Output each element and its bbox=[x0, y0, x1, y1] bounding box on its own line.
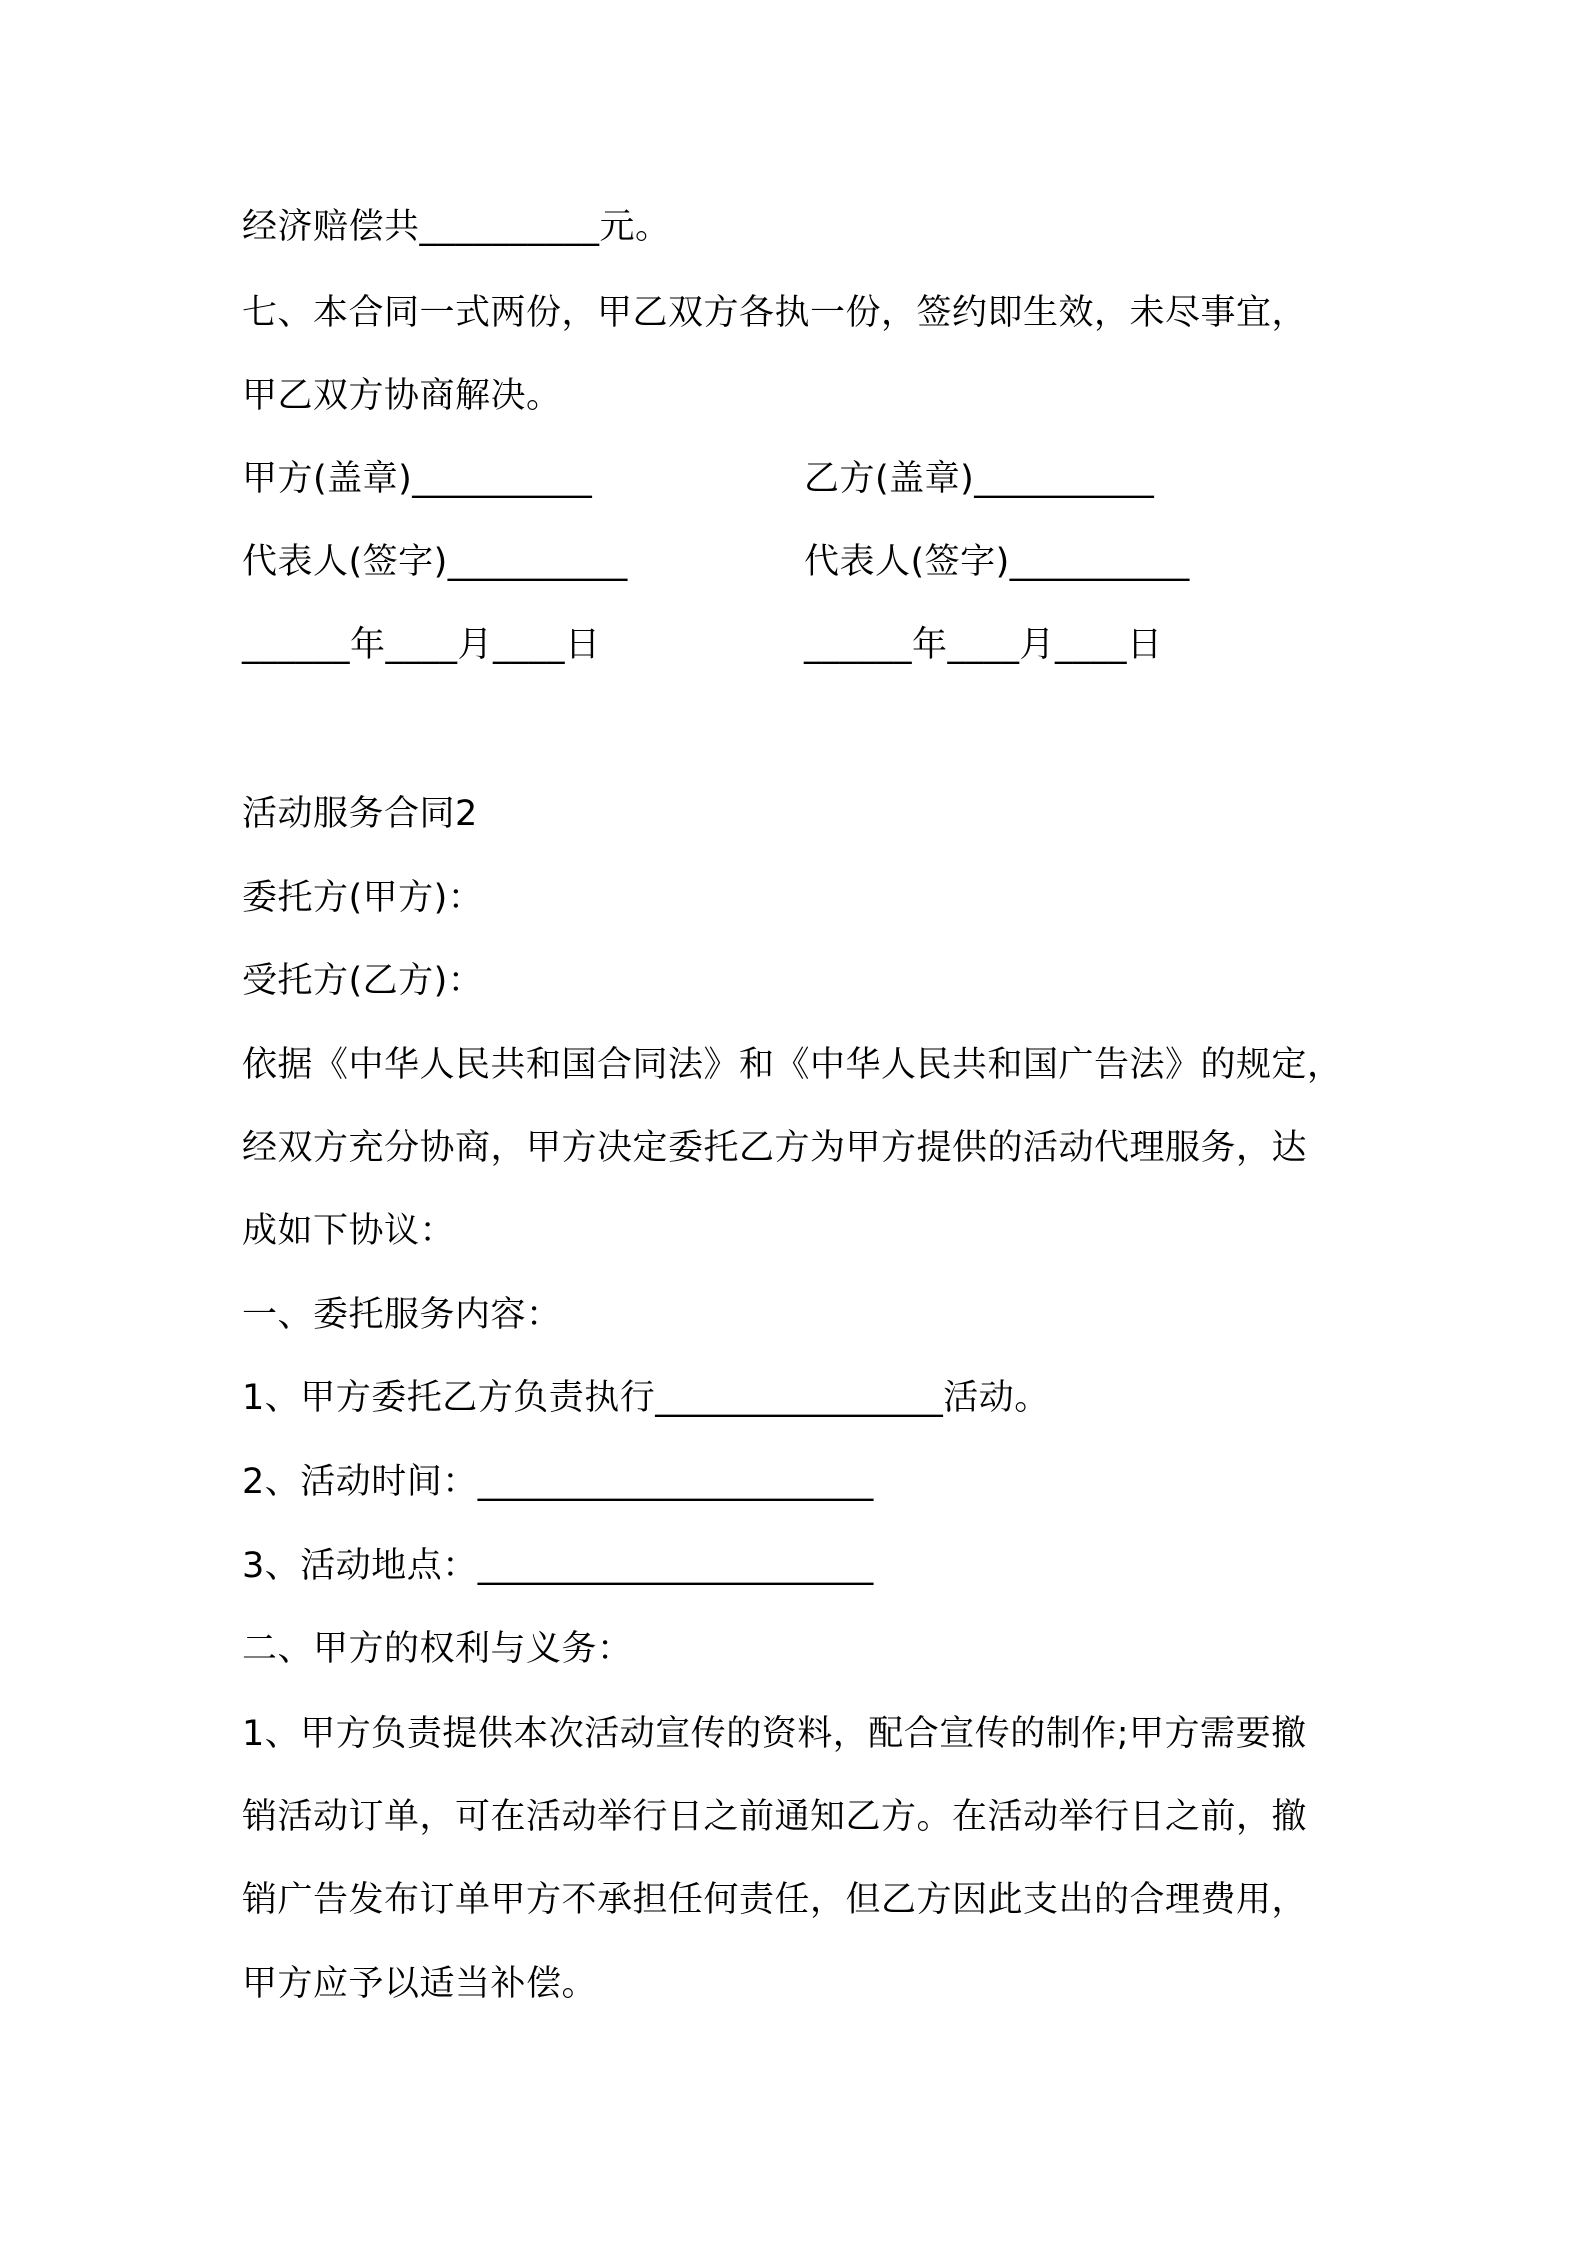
compensation-line: 经济赔偿共__________元。 bbox=[242, 207, 671, 247]
party-a-representative: 代表人(签字)__________ bbox=[242, 542, 628, 582]
item-3-location: 3、活动地点：______________________ bbox=[242, 1546, 874, 1586]
section-two-item-1-line-1: 1、甲方负责提供本次活动宣传的资料，配合宣传的制作;甲方需要撤 bbox=[242, 1714, 1307, 1754]
party-b-representative: 代表人(签字)__________ bbox=[804, 542, 1190, 582]
clause-seven-line-2: 甲乙双方协商解决。 bbox=[242, 376, 562, 416]
item-1-activity: 1、甲方委托乙方负责执行________________活动。 bbox=[242, 1378, 1050, 1418]
preamble-line-1: 依据《中华人民共和国合同法》和《中华人民共和国广告法》的规定， bbox=[242, 1045, 1343, 1085]
item-2-time: 2、活动时间：______________________ bbox=[242, 1462, 874, 1502]
section-two-heading: 二、甲方的权利与义务： bbox=[242, 1629, 633, 1669]
clause-seven-line-1: 七、本合同一式两份，甲乙双方各执一份，签约即生效，未尽事宜， bbox=[242, 293, 1308, 333]
client-party-a: 委托方(甲方)： bbox=[242, 878, 484, 918]
contractor-party-b: 受托方(乙方)： bbox=[242, 961, 484, 1001]
contract-title: 活动服务合同2 bbox=[242, 794, 478, 834]
section-two-item-1-line-2: 销活动订单，可在活动举行日之前通知乙方。在活动举行日之前，撤 bbox=[242, 1797, 1308, 1837]
section-two-item-1-line-3: 销广告发布订单甲方不承担任何责任，但乙方因此支出的合理费用， bbox=[242, 1880, 1308, 1920]
preamble-line-2: 经双方充分协商，甲方决定委托乙方为甲方提供的活动代理服务，达 bbox=[242, 1128, 1308, 1168]
section-one-heading: 一、委托服务内容： bbox=[242, 1295, 562, 1335]
party-b-seal: 乙方(盖章)__________ bbox=[804, 459, 1155, 499]
party-a-date: ______年____月____日 bbox=[242, 625, 601, 665]
party-b-date: ______年____月____日 bbox=[804, 625, 1163, 665]
party-a-seal: 甲方(盖章)__________ bbox=[242, 459, 593, 499]
preamble-line-3: 成如下协议： bbox=[242, 1211, 456, 1251]
section-two-item-1-line-4: 甲方应予以适当补偿。 bbox=[242, 1964, 598, 2004]
